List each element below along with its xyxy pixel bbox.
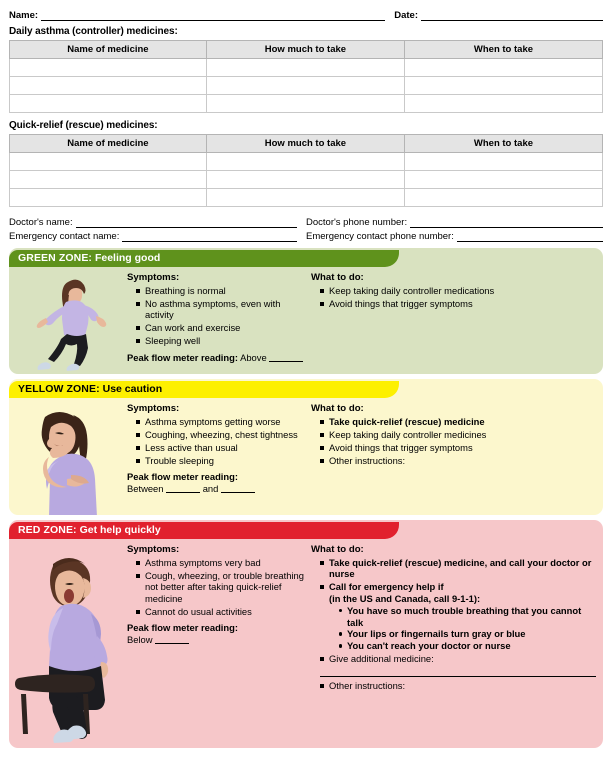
yellow-symptoms-column [127, 403, 311, 515]
cell-name[interactable] [10, 189, 207, 207]
woman-sitting-struggling-illustration [9, 544, 127, 744]
name-input-line[interactable] [41, 11, 385, 21]
cell-amount[interactable] [206, 77, 404, 95]
cell-when[interactable] [404, 153, 602, 171]
emergency-row [9, 228, 603, 242]
doctor-name-input-line[interactable] [76, 218, 297, 228]
quick-relief-title: Quick-relief (rescue) medicines: [9, 120, 158, 131]
yellow-peak-flow-label: Peak flow meter reading: [127, 471, 238, 483]
list-item: You have so much trouble breathing that you cannot talk [338, 605, 596, 628]
cell-when[interactable] [404, 59, 602, 77]
yellow-todo-heading: What to do: [311, 403, 364, 414]
cell-name[interactable] [10, 59, 207, 77]
yellow-symptoms-heading: Symptoms: [127, 403, 180, 414]
red-todo-column [311, 544, 596, 744]
list-item: Avoid things that trigger symptoms [320, 442, 595, 453]
list-item: Take quick-relief (rescue) medicine, and call your doctor or nurse [320, 557, 596, 580]
column-header-amount: How much to take [206, 135, 404, 153]
woman-coughing-illustration [9, 403, 127, 515]
cell-name[interactable] [10, 171, 207, 189]
green-todo-column [311, 272, 595, 374]
red-peak-flow-label: Peak flow meter reading: [127, 622, 238, 634]
doctor-name-label: Doctor's name: [9, 217, 73, 228]
list-item: Take quick-relief (rescue) medicine [320, 416, 595, 427]
green-peak-flow-label: Peak flow meter reading: [127, 351, 238, 363]
additional-medicine-input-line[interactable] [320, 668, 596, 677]
green-zone-banner [9, 250, 399, 267]
yellow-zone-banner [9, 381, 399, 398]
list-item: Other instructions: [320, 455, 595, 466]
red-zone-card [9, 520, 603, 748]
list-item: Less active than usual [136, 442, 311, 453]
column-header-name: Name of medicine [10, 135, 207, 153]
yellow-zone-status: Use caution [99, 383, 163, 395]
yellow-zone-name: YELLOW ZONE: [18, 383, 100, 395]
cell-name[interactable] [10, 95, 207, 113]
yellow-peak-flow-blank-high[interactable] [221, 483, 255, 493]
table-header-row [10, 41, 603, 59]
list-item: Cannot do usual activities [136, 606, 311, 617]
red-symptoms-heading: Symptoms: [127, 544, 180, 555]
cell-amount[interactable] [206, 189, 404, 207]
green-todo-heading: What to do: [311, 272, 364, 283]
green-peak-flow-value: Above [240, 351, 267, 363]
date-label: Date: [394, 10, 418, 21]
quick-relief-table [9, 134, 603, 207]
red-peak-flow-blank[interactable] [155, 634, 189, 644]
cell-amount[interactable] [206, 59, 404, 77]
red-other-instructions-list [311, 680, 596, 691]
red-zone-banner [9, 522, 399, 539]
name-label: Name: [9, 10, 39, 21]
column-header-when: When to take [404, 135, 602, 153]
daily-medicines-table [9, 40, 603, 113]
list-item: Breathing is normal [136, 285, 311, 296]
red-peak-flow-value: Below [127, 633, 153, 645]
yellow-peak-flow [127, 471, 311, 494]
cell-when[interactable] [404, 95, 602, 113]
doctor-phone-input-line[interactable] [410, 218, 603, 228]
green-zone-name: GREEN ZONE: [18, 252, 93, 264]
list-item: Sleeping well [136, 335, 311, 346]
green-zone-status: Feeling good [92, 252, 161, 264]
table-row[interactable] [10, 59, 603, 77]
list-item: Other instructions: [320, 680, 596, 691]
emergency-call-sub: (in the US and Canada, call 9-1-1): [329, 592, 481, 604]
cell-name[interactable] [10, 77, 207, 95]
table-row[interactable] [10, 171, 603, 189]
yellow-peak-flow-between: Between [127, 482, 164, 494]
emergency-name-input-line[interactable] [122, 232, 297, 242]
daily-medicines-title: Daily asthma (controller) medicines: [9, 26, 178, 37]
list-item: Give additional medicine: [320, 653, 596, 664]
green-zone-card [9, 248, 603, 374]
red-symptoms-column [127, 544, 311, 744]
red-symptoms-list [127, 557, 311, 617]
green-symptoms-list [127, 285, 311, 347]
yellow-peak-flow-blank-low[interactable] [166, 483, 200, 493]
doctor-row [9, 214, 603, 228]
cell-name[interactable] [10, 153, 207, 171]
green-peak-flow [127, 352, 311, 364]
list-item: Keep taking daily controller medications [320, 285, 595, 296]
column-header-when: When to take [404, 41, 602, 59]
yellow-zone-card [9, 379, 603, 515]
red-todo-list [311, 557, 596, 665]
cell-amount[interactable] [206, 95, 404, 113]
contact-block [9, 214, 603, 242]
emergency-call-main: Call for emergency help if [329, 581, 444, 593]
green-symptoms-column [127, 272, 311, 374]
list-item: Your lips or fingernails turn gray or blue [338, 628, 596, 639]
green-todo-list [311, 285, 595, 309]
woman-coughing-svg [9, 403, 127, 515]
woman-walking-svg [9, 272, 127, 374]
list-item: Asthma symptoms getting worse [136, 416, 311, 427]
emergency-name-label: Emergency contact name: [9, 231, 120, 242]
list-item [320, 581, 596, 651]
list-item: You can't reach your doctor or nurse [338, 640, 596, 651]
red-zone-name: RED ZONE: [18, 524, 77, 536]
emergency-phone-input-line[interactable] [457, 232, 603, 242]
red-zone-body [9, 539, 603, 744]
red-zone-status: Get help quickly [76, 524, 161, 536]
list-item: Can work and exercise [136, 322, 311, 333]
yellow-symptoms-list [127, 416, 311, 466]
doctor-phone-label: Doctor's phone number: [306, 217, 408, 228]
cell-when[interactable] [404, 189, 602, 207]
cell-when[interactable] [404, 77, 602, 95]
column-header-amount: How much to take [206, 41, 404, 59]
yellow-todo-column [311, 403, 595, 515]
list-item: Asthma symptoms very bad [136, 557, 311, 568]
green-peak-flow-blank[interactable] [269, 352, 303, 362]
table-row[interactable] [10, 153, 603, 171]
table-header-row [10, 135, 603, 153]
green-symptoms-heading: Symptoms: [127, 272, 180, 283]
yellow-todo-list [311, 416, 595, 466]
woman-sitting-svg [9, 544, 127, 744]
column-header-name: Name of medicine [10, 41, 207, 59]
name-date-row [9, 8, 603, 21]
cell-amount[interactable] [206, 171, 404, 189]
yellow-peak-flow-and: and [202, 482, 219, 494]
yellow-zone-body [9, 398, 603, 515]
red-peak-flow [127, 622, 311, 645]
table-row[interactable] [10, 77, 603, 95]
cell-amount[interactable] [206, 153, 404, 171]
table-row[interactable] [10, 189, 603, 207]
cell-when[interactable] [404, 171, 602, 189]
list-item: Keep taking daily controller medicines [320, 429, 595, 440]
date-input-line[interactable] [421, 11, 603, 21]
list-item: No asthma symptoms, even with activity [136, 298, 311, 321]
list-item: Cough, wheezing, or trouble breathing not better after taking quick-relief medicine [136, 570, 311, 604]
emergency-phone-label: Emergency contact phone number: [306, 231, 454, 242]
red-todo-heading: What to do: [311, 544, 364, 555]
emergency-conditions-list [329, 605, 596, 652]
green-zone-body [9, 267, 603, 374]
woman-walking-illustration [9, 272, 127, 374]
list-item: Trouble sleeping [136, 455, 311, 466]
list-item: Coughing, wheezing, chest tightness [136, 429, 311, 440]
table-row[interactable] [10, 95, 603, 113]
list-item: Avoid things that trigger symptoms [320, 298, 595, 309]
